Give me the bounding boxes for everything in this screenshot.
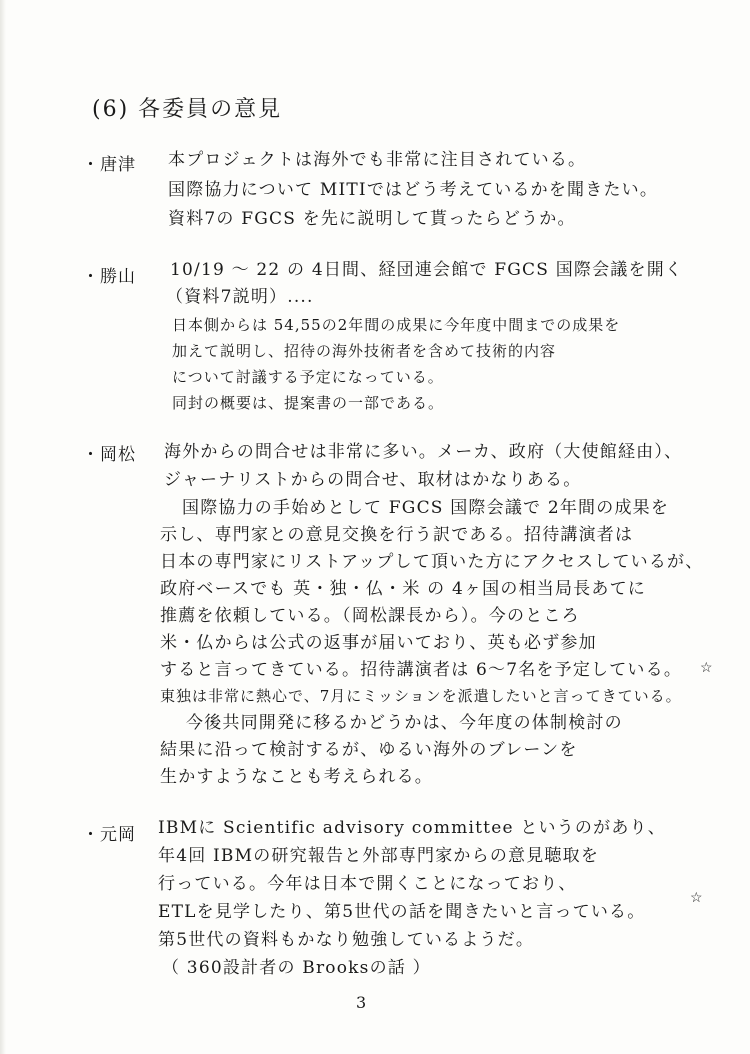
section-title: (6) 各委員の意見 [92, 97, 283, 122]
motooka-line-1: IBMに Scientific advisory committee というのがあり、 [158, 818, 666, 838]
okamatsu-line-3: 国際協力の手始めとして FGCS 国際会議で 2年間の成果を [182, 498, 670, 518]
okamatsu-line-11: 今後共同開発に移るかどうかは、今年度の体制検討の [186, 713, 623, 733]
okamatsu-line-7: 推薦を依頼している。（岡松課長から）。今のところ [160, 606, 580, 626]
motooka-line-3: 行っている。今年は日本で開くことになっており、 [158, 874, 577, 894]
katsuyama-line-5: について討議する予定になっている。 [172, 368, 444, 386]
katsuyama-line-3: 日本側からは 54,55の2年間の成果に今年度中間までの成果を [172, 316, 621, 334]
okamatsu-line-10: 東独は非常に熱心で、7月にミッションを派遣したいと言ってきている。 [160, 687, 682, 705]
karatsu-line-3: 資料7の FGCS を先に説明して貰ったらどうか。 [168, 209, 576, 229]
speaker-okamatsu: ・岡松 [82, 445, 136, 465]
okamatsu-line-13: 生かすようなことも考えられる。 [160, 767, 433, 787]
okamatsu-line-1: 海外からの問合せは非常に多い。メーカ、政府（大使館経由）、 [164, 442, 683, 462]
okamatsu-line-8: 米・仏からは公式の返事が届いており、英も必ず参加 [160, 633, 597, 653]
katsuyama-line-2: （資料7説明）.... [166, 287, 314, 307]
motooka-line-2: 年4回 IBMの研究報告と外部専門家からの意見聴取を [158, 846, 600, 866]
scan-edge-shadow [0, 0, 6, 1054]
speaker-karatsu: ・唐津 [82, 155, 136, 175]
karatsu-line-1: 本プロジェクトは海外でも非常に注目されている。 [168, 150, 587, 170]
page-number: 3 [356, 993, 367, 1012]
katsuyama-line-1: 10/19 〜 22 の 4日間、経団連会館で FGCS 国際会議を開く [170, 260, 684, 280]
katsuyama-line-6: 同封の概要は、提案書の一部である。 [172, 394, 445, 412]
okamatsu-line-9: すると言ってきている。招待講演者は 6〜7名を予定している。 [160, 660, 683, 680]
motooka-line-4: ETLを見学したり、第5世代の話を聞きたいと言っている。 [158, 902, 646, 922]
okamatsu-line-5: 日本の専門家にリストアップして頂いた方にアクセスしているが、 [160, 552, 704, 572]
speaker-motooka: ・元岡 [82, 825, 136, 845]
okamatsu-line-4: 示し、専門家との意見交換を行う訳である。招待講演者は [160, 525, 634, 545]
margin-star-mark: ☆ [700, 660, 713, 676]
karatsu-line-2: 国際協力について MITIではどう考えているかを聞きたい。 [168, 180, 659, 200]
okamatsu-line-2: ジャーナリストからの問合せ、取材はかなりある。 [164, 470, 582, 490]
motooka-line-6: （ 360設計者の Brooksの話 ） [162, 958, 431, 978]
okamatsu-line-6: 政府ベースでも 英・独・仏・米 の 4ヶ国の相当局長あてに [160, 579, 646, 599]
katsuyama-line-4: 加えて説明し、招待の海外技術者を含めて技術的内容 [172, 342, 557, 360]
okamatsu-line-12: 結果に沿って検討するが、ゆるい海外のブレーンを [160, 740, 578, 760]
margin-star-mark: ☆ [690, 890, 703, 906]
motooka-line-5: 第5世代の資料もかなり勉強しているようだ。 [158, 930, 535, 950]
speaker-katsuyama: ・勝山 [82, 267, 136, 287]
